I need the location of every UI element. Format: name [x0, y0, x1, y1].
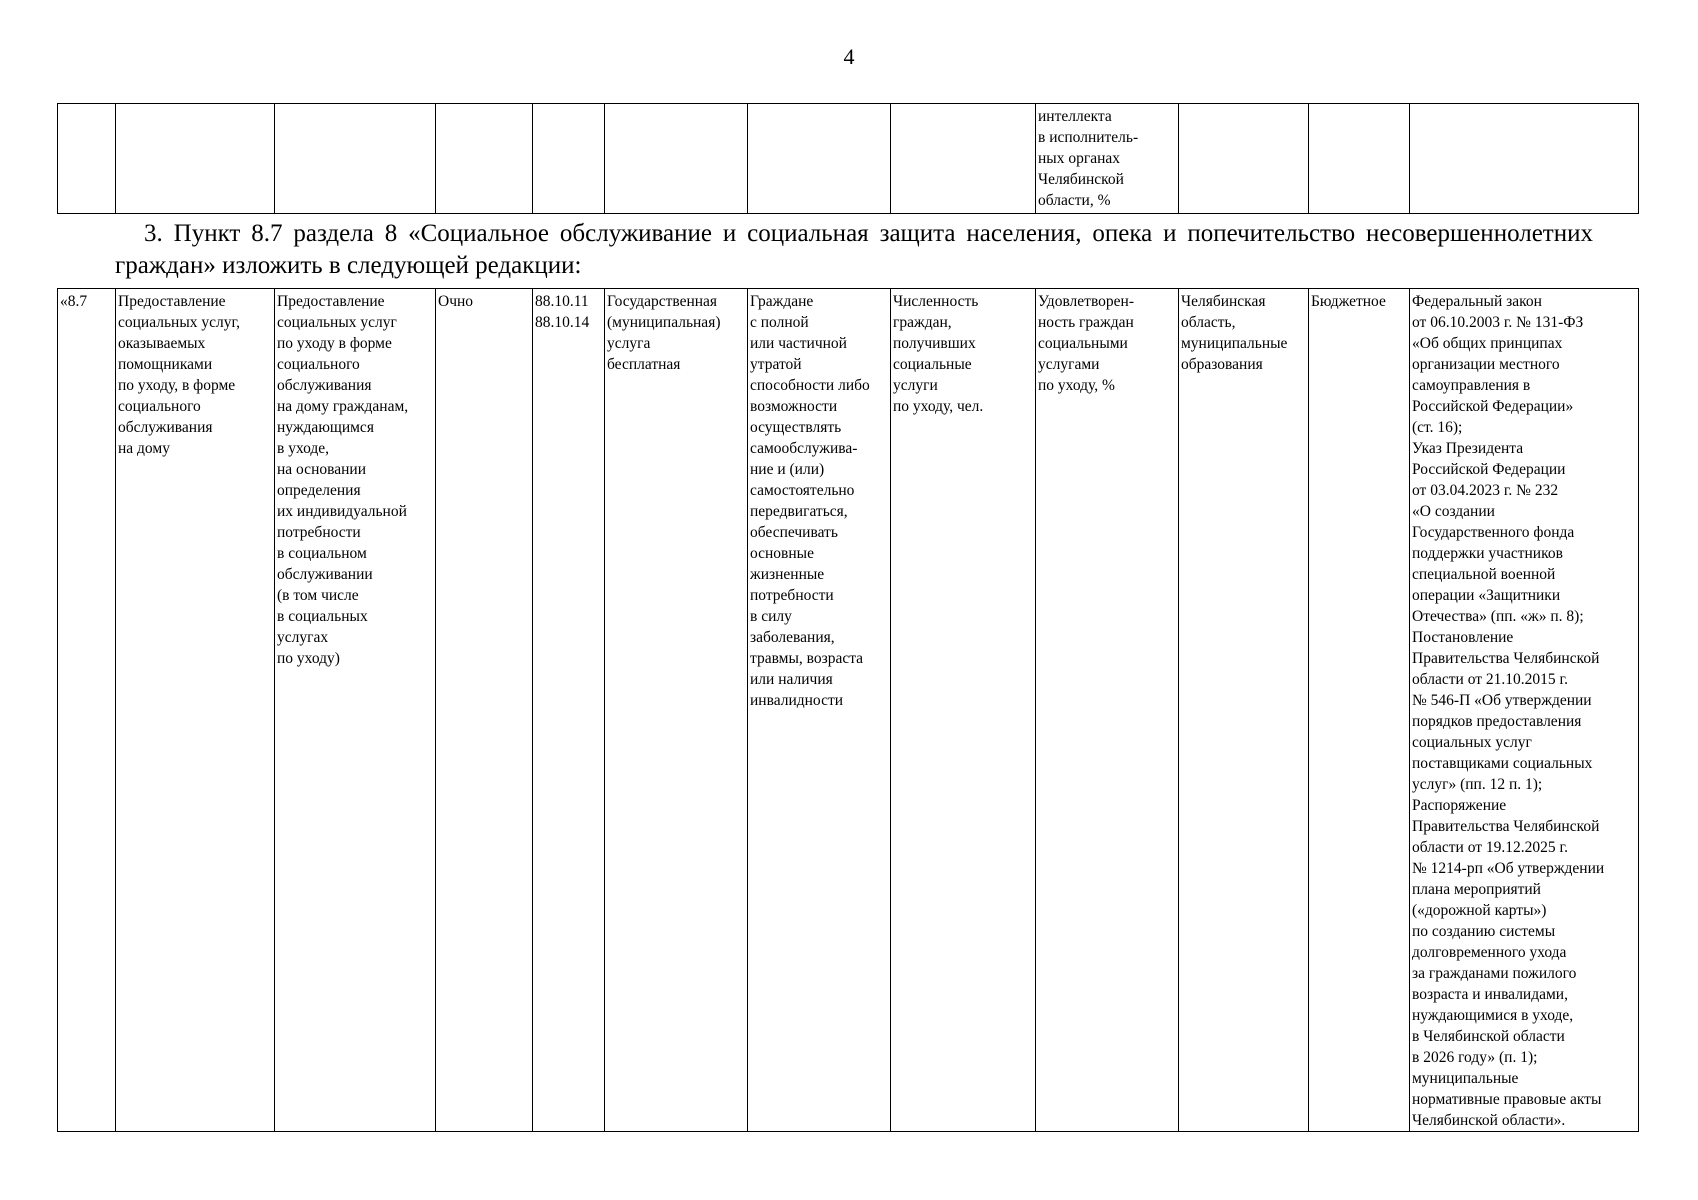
- cell-empty: [436, 104, 533, 214]
- page-number: 4: [843, 44, 855, 69]
- cell-level: Челябинская область, муниципальные образования: [1179, 289, 1309, 1132]
- cell-service-name: Предоставление социальных услуг, оказываемых помощниками по уходу, в форме социального обслуживания на дому: [116, 289, 275, 1132]
- cell-empty: [275, 104, 436, 214]
- cell-quality-indicator: Удовлетворен- ность граждан социальными услугами по уходу, %: [1036, 289, 1179, 1132]
- cell-quality-indicator-continued: интеллекта в исполнитель- ных органах Челябинской области, %: [1036, 104, 1179, 214]
- amendment-paragraph: 3. Пункт 8.7 раздела 8 «Социальное обслуживание и социальная защита населения, опека и попечительство несовершеннолетних граждан» изложить в следующей редакции:: [115, 220, 1593, 279]
- cell-volume-indicator: Численность граждан, получивших социальные услуги по уходу, чел.: [891, 289, 1036, 1132]
- continued-table: [57, 103, 1639, 214]
- cell-empty: [58, 104, 116, 214]
- table-row: [58, 289, 1639, 1132]
- cell-empty: [533, 104, 605, 214]
- cell-service-content: Предоставление социальных услуг по уходу в форме социального обслуживания на дому гражданам, нуждающимся в уходе, на основании определения их индивидуальной потребности в социальном обслуживании (в том числе в социальных услугах по уходу): [275, 289, 436, 1132]
- services-table: [57, 288, 1639, 1132]
- cell-empty: [891, 104, 1036, 214]
- cell-service-form: Очно: [436, 289, 533, 1132]
- cell-funding: Бюджетное: [1309, 289, 1410, 1132]
- cell-service-type: Государственная (муниципальная) услуга бесплатная: [605, 289, 748, 1132]
- cell-codes: 88.10.11 88.10.14: [533, 289, 605, 1132]
- cell-empty: [1179, 104, 1309, 214]
- cell-empty: [1309, 104, 1410, 214]
- continued-row: [58, 104, 1639, 214]
- cell-recipients: Граждане с полной или частичной утратой способности либо возможности осуществлять самообслужива- ние и (или) самостоятельно передвигаться, обеспечивать основные жизненные потребности в силу заболевания, травмы, возраста или наличия инвалидности: [748, 289, 891, 1132]
- cell-number: «8.7: [58, 289, 116, 1132]
- cell-empty: [605, 104, 748, 214]
- cell-empty: [116, 104, 275, 214]
- cell-empty: [748, 104, 891, 214]
- cell-empty: [1410, 104, 1639, 214]
- cell-legal-basis: Федеральный закон от 06.10.2003 г. № 131-ФЗ «Об общих принципах организации местного самоуправления в Российской Федерации» (ст. 16); Указ Президента Российской Федерации от 03.04.2023 г. № 232 «О создании Государственного фонда поддержки участников специальной военной операции «Защитники Отечества» (пп. «ж» п. 8); Постановление Правительства Челябинской области от 21.10.2015 г. № 546-П «Об утверждении порядков предоставления социальных услуг поставщиками социальных услуг» (пп. 12 п. 1); Распоряжение Правительства Челябинской области от 19.12.2025 г. № 1214-рп «Об утверждении плана мероприятий («дорожной карты») по созданию системы долговременного ухода за гражданами пожилого возраста и инвалидами, нуждающимися в уходе, в Челябинской области в 2026 году» (п. 1); муниципальные нормативные правовые акты Челябинской области».: [1410, 289, 1639, 1132]
